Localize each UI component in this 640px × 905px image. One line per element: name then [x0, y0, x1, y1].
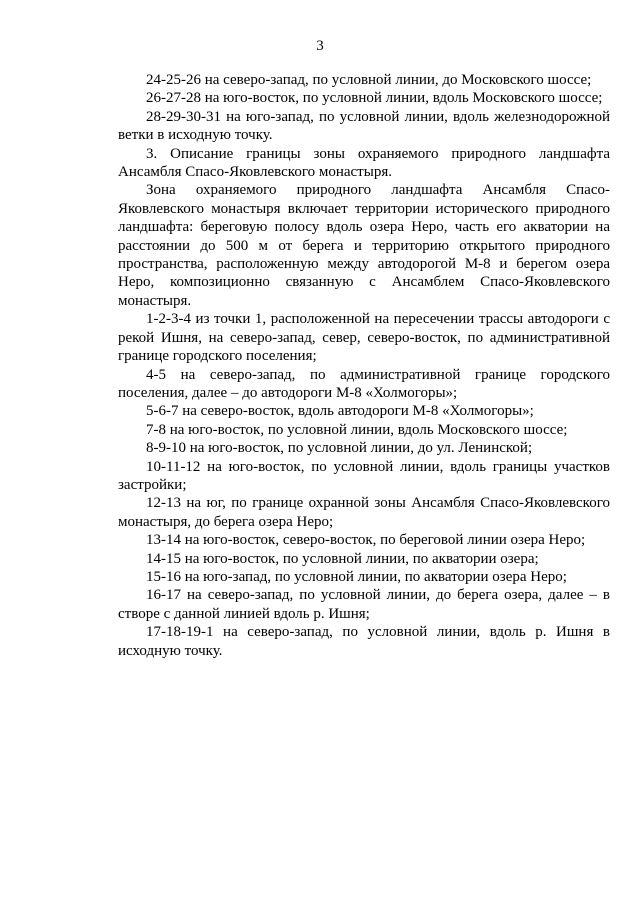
paragraph-1-4: 1-2-3-4 из точки 1, расположенной на пересечении трассы автодороги с рекой Ишня, на северо-запад, север, северо-восток, по административной границе городского поселения; [118, 311, 610, 365]
paragraph-4-5: 4-5 на северо-запад, по административной границе городского поселения, далее – до автодороги М-8 «Холмогоры»; [118, 366, 610, 401]
paragraph-8-10: 8-9-10 на юго-восток, по условной линии, до ул. Ленинской; [146, 440, 533, 457]
section-3-heading: 3. Описание границы зоны охраняемого природного ландшафта Ансамбля Спасо-Яковлевского монастыря. [118, 145, 610, 181]
paragraph-28-31: 28-29-30-31 на юго-запад, по условной линии, вдоль железнодорожной ветки в исходную точку. [118, 108, 610, 144]
paragraph-15-16: 15-16 на юго-запад, по условной линии, по акватории озера Неро; [146, 568, 567, 585]
paragraph-7-8: 7-8 на юго-восток, по условной линии, вдоль Московского шоссе; [146, 421, 568, 438]
paragraph-26-28: 26-27-28 на юго-восток, по условной линии, вдоль Московского шоссе; [146, 90, 603, 107]
page-number: 3 [316, 38, 324, 54]
paragraph-24-26: 24-25-26 на северо-запад, по условной линии, до Московского шоссе; [146, 72, 592, 88]
paragraph-17-1: 17-18-19-1 на северо-запад, по условной линии, вдоль р. Ишня в исходную точку. [118, 624, 610, 659]
zone-description: Зона охраняемого природного ландшафта Ансамбля Спасо-Яковлевского монастыря включает территории исторического природного ландшафта: береговую полосу вдоль озера Неро, часть его акватории на расстоянии до 500 м от берега и территорию открытого природного пространства, расположенную между автодорогой М-8 и берегом озера Неро, композиционно связанную с Ансамблем Спасо-Яковлевского монастыря. [118, 182, 610, 309]
paragraph-14-15: 14-15 на юго-восток, по условной линии, по акватории озера; [146, 550, 539, 567]
paragraph-13-14: 13-14 на юго-восток, северо-восток, по береговой линии озера Неро; [146, 532, 586, 549]
paragraph-12-13: 12-13 на юг, по границе охранной зоны Ансамбля Спасо-Яковлевского монастыря, до берега озера Неро; [118, 495, 610, 530]
paragraph-16-17: 16-17 на северо-запад, по условной линии, до берега озера, далее – в створе с данной линией вдоль р. Ишня; [118, 587, 610, 622]
paragraph-10-12: 10-11-12 на юго-восток, по условной линии, вдоль границы участков застройки; [118, 458, 610, 493]
paragraph-5-7: 5-6-7 на северо-восток, вдоль автодороги М-8 «Холмогоры»; [146, 403, 534, 420]
document-body [118, 71, 610, 660]
